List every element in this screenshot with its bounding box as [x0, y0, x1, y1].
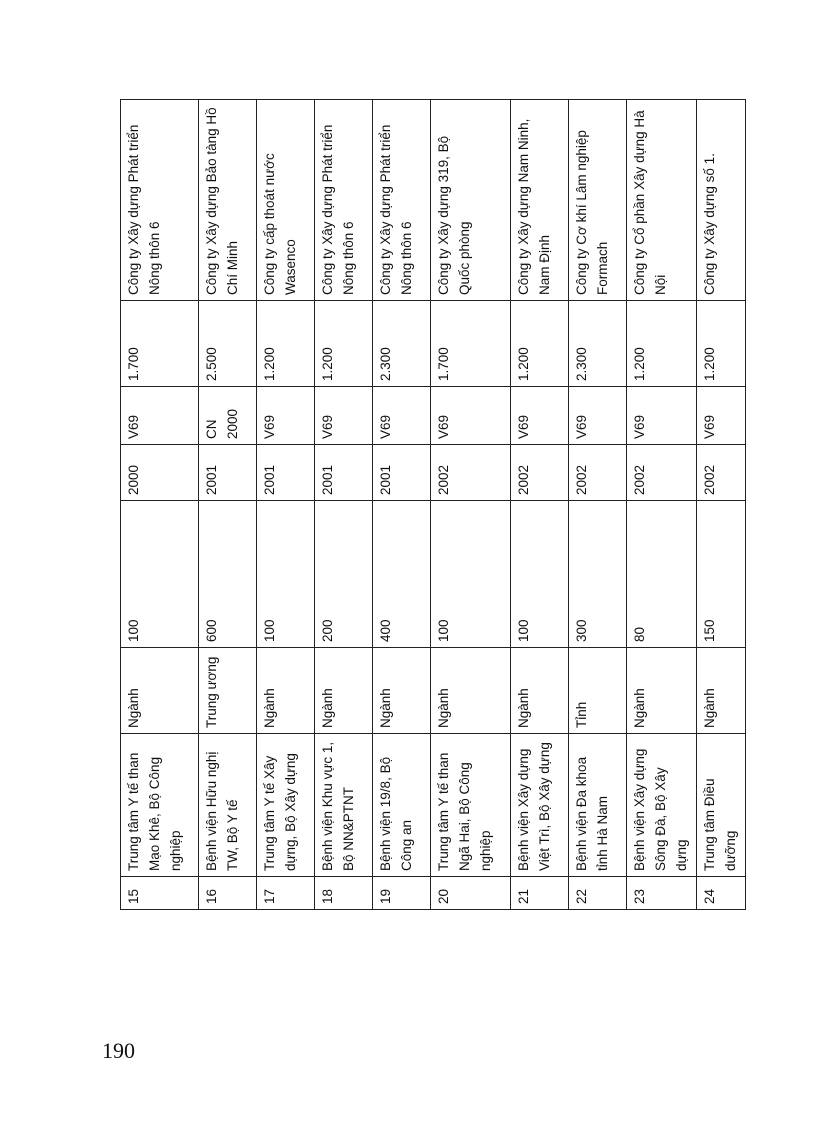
cell-contractor: Công ty Xây dựng Phát triển Nông thôn 6 — [121, 100, 199, 301]
cell-year: 2001 — [373, 445, 431, 501]
cell-contractor: Công ty cấp thoát nước Wasenco — [257, 100, 315, 301]
cell-contractor: Công ty Xây dựng Phát triển Nông thôn 6 — [373, 100, 431, 301]
cell-level: Tỉnh — [569, 648, 627, 734]
cell-value: 2.300 — [373, 301, 431, 387]
cell-hospital-name: Trung tâm Y tế than Mạo Khê, Bộ Công nghiệp — [121, 734, 199, 877]
cell-standard: V69 — [373, 387, 431, 445]
cell-hospital-name: Bệnh viện Xây dựng Sông Đà, Bộ Xây dựng — [627, 734, 697, 877]
cell-stt: 21 — [511, 877, 569, 910]
cell-stt: 24 — [696, 877, 745, 910]
cell-beds: 100 — [431, 501, 511, 648]
cell-contractor: Công ty Xây dựng Bảo tàng Hồ Chí Minh — [199, 100, 257, 301]
cell-year: 2000 — [121, 445, 199, 501]
cell-standard: CN 2000 — [199, 387, 257, 445]
cell-year: 2002 — [696, 445, 745, 501]
cell-year: 2001 — [199, 445, 257, 501]
cell-value: 1.200 — [627, 301, 697, 387]
cell-year: 2002 — [569, 445, 627, 501]
cell-level: Ngành — [257, 648, 315, 734]
cell-contractor: Công ty Xây dựng Phát triển Nông thôn 6 — [315, 100, 373, 301]
table-row — [511, 100, 569, 910]
cell-value: 1.200 — [511, 301, 569, 387]
cell-standard: V69 — [511, 387, 569, 445]
cell-year: 2002 — [431, 445, 511, 501]
cell-year: 2002 — [511, 445, 569, 501]
table-row — [569, 100, 627, 910]
cell-beds: 100 — [511, 501, 569, 648]
table-row — [315, 100, 373, 910]
cell-level: Ngành — [315, 648, 373, 734]
cell-value: 1.200 — [257, 301, 315, 387]
cell-level: Ngành — [696, 648, 745, 734]
cell-value: 1.200 — [315, 301, 373, 387]
cell-standard: V69 — [315, 387, 373, 445]
cell-beds: 400 — [373, 501, 431, 648]
cell-year: 2002 — [627, 445, 697, 501]
cell-value: 1.700 — [431, 301, 511, 387]
table-body — [121, 100, 746, 910]
cell-beds: 200 — [315, 501, 373, 648]
cell-beds: 80 — [627, 501, 697, 648]
hospital-projects-table — [120, 99, 746, 910]
cell-value: 1.700 — [121, 301, 199, 387]
cell-level: Ngành — [511, 648, 569, 734]
table-row — [696, 100, 745, 910]
rotated-table-wrapper — [120, 100, 738, 910]
cell-standard: V69 — [569, 387, 627, 445]
cell-hospital-name: Trung tâm Y tế Xây dựng, Bộ Xây dựng — [257, 734, 315, 877]
cell-level: Trung ương — [199, 648, 257, 734]
table-row — [431, 100, 511, 910]
cell-beds: 600 — [199, 501, 257, 648]
cell-standard: V69 — [627, 387, 697, 445]
cell-stt: 15 — [121, 877, 199, 910]
cell-hospital-name: Bệnh viện Đa khoa tỉnh Hà Nam — [569, 734, 627, 877]
cell-beds: 100 — [121, 501, 199, 648]
cell-level: Ngành — [627, 648, 697, 734]
cell-year: 2001 — [315, 445, 373, 501]
cell-stt: 17 — [257, 877, 315, 910]
cell-standard: V69 — [121, 387, 199, 445]
cell-hospital-name: Bệnh viện Hữu nghị TW, Bộ Y tế — [199, 734, 257, 877]
cell-standard: V69 — [696, 387, 745, 445]
cell-contractor: Công ty Xây dựng số 1. — [696, 100, 745, 301]
table-row — [373, 100, 431, 910]
cell-hospital-name: Trung tâm Điều dưỡng — [696, 734, 745, 877]
cell-value: 1.200 — [696, 301, 745, 387]
cell-beds: 300 — [569, 501, 627, 648]
cell-stt: 18 — [315, 877, 373, 910]
cell-contractor: Công ty Xây dựng 319, Bộ Quốc phòng — [431, 100, 511, 301]
cell-standard: V69 — [431, 387, 511, 445]
cell-beds: 100 — [257, 501, 315, 648]
cell-value: 2.300 — [569, 301, 627, 387]
cell-hospital-name: Trung tâm Y tế than Ngã Hai, Bộ Công nghiệp — [431, 734, 511, 877]
cell-value: 2.500 — [199, 301, 257, 387]
rotated-table-container — [120, 100, 738, 910]
table-row — [257, 100, 315, 910]
cell-contractor: Công ty Xây dựng Nam Ninh, Nam Định — [511, 100, 569, 301]
table-row — [627, 100, 697, 910]
cell-hospital-name: Bệnh viện 19/8, Bộ Công an — [373, 734, 431, 877]
table-row — [199, 100, 257, 910]
cell-hospital-name: Bệnh viện Khu vực 1, Bộ NN&PTNT — [315, 734, 373, 877]
page-number: 190 — [102, 1038, 135, 1063]
cell-level: Ngành — [373, 648, 431, 734]
cell-stt: 22 — [569, 877, 627, 910]
cell-contractor: Công ty Cơ khí Lâm nghiệp Formach — [569, 100, 627, 301]
cell-level: Ngành — [431, 648, 511, 734]
cell-stt: 20 — [431, 877, 511, 910]
cell-stt: 16 — [199, 877, 257, 910]
cell-beds: 150 — [696, 501, 745, 648]
cell-standard: V69 — [257, 387, 315, 445]
cell-year: 2001 — [257, 445, 315, 501]
cell-level: Ngành — [121, 648, 199, 734]
cell-stt: 23 — [627, 877, 697, 910]
cell-contractor: Công ty Cổ phần Xây dựng Hà Nội — [627, 100, 697, 301]
cell-hospital-name: Bệnh viện Xây dựng Việt Trì, Bộ Xây dựng — [511, 734, 569, 877]
table-row — [121, 100, 199, 910]
cell-stt: 19 — [373, 877, 431, 910]
